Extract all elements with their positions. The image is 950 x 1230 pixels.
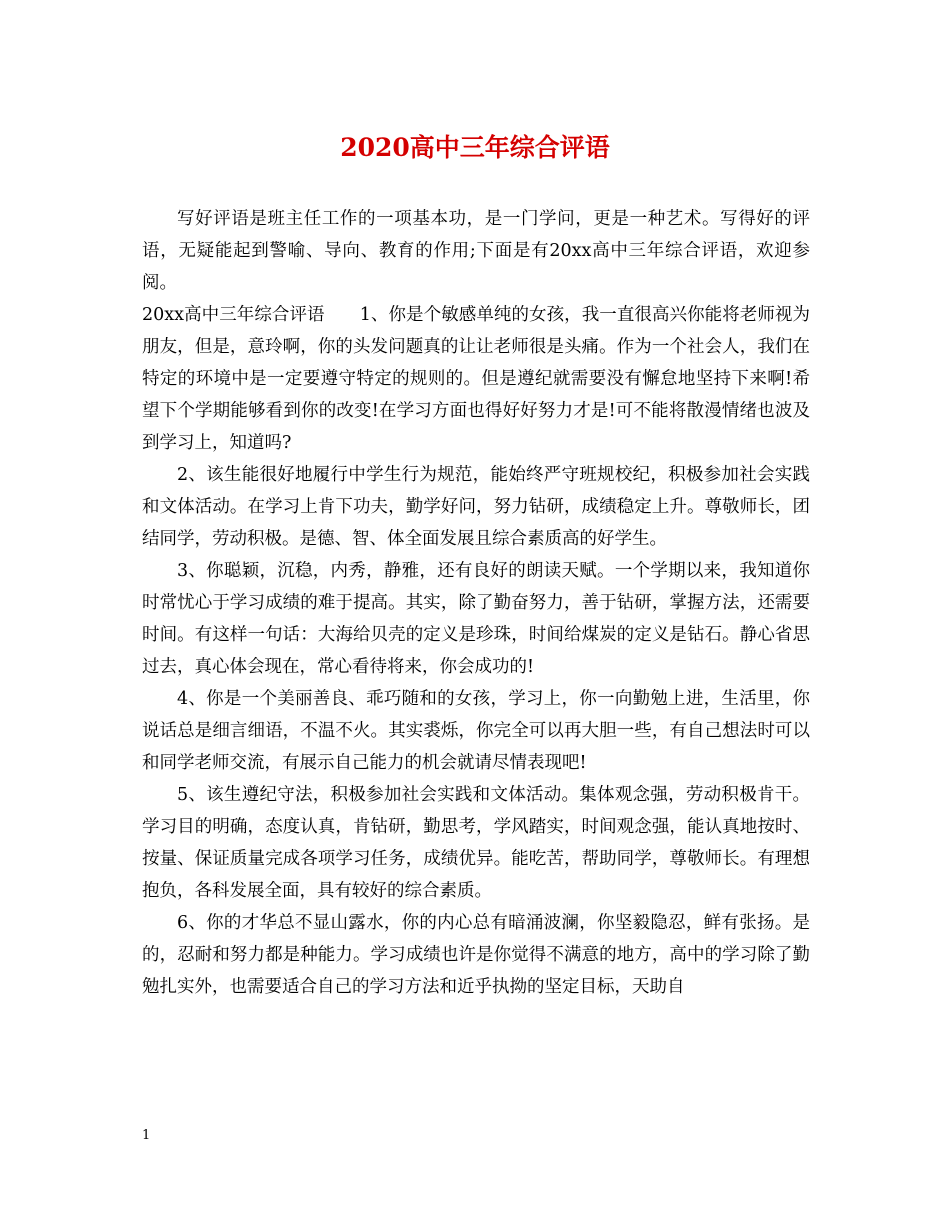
document-title: 2020高中三年综合评语	[340, 133, 610, 162]
page-number: 1	[142, 1128, 151, 1143]
comment-paragraph-5: 5、该生遵纪守法，积极参加社会实践和文体活动。集体观念强，劳动积极肯干。学习目的明确，态度认真，肯钻研，勤思考，学风踏实，时间观念强，能认真地按时、按量、保证质量完成各项学习任务，成绩优异。能吃苦，帮助同学，尊敬师长。有理想抱负，各科发展全面，具有较好的综合素质。	[142, 785, 810, 901]
document-body	[142, 203, 810, 1003]
comment-paragraph-1: 20xx高中三年综合评语 1、你是个敏感单纯的女孩，我一直很高兴你能将老师视为朋友，但是，意玲啊，你的头发问题真的让让老师很是头痛。作为一个社会人，我们在特定的环境中是一定要遵守特定的规则的。但是遵纪就需要没有懈怠地坚持下来啊!希望下个学期能够看到你的改变!在学习方面也得好好努力才是!可不能将散漫情绪也波及到学习上，知道吗?	[142, 305, 810, 453]
comment-paragraph-3: 3、你聪颖，沉稳，内秀，静雅，还有良好的朗读天赋。一个学期以来，我知道你时常忧心于学习成绩的难于提高。其实，除了勤奋努力，善于钻研，掌握方法，还需要时间。有这样一句话：大海给贝壳的定义是珍珠，时间给煤炭的定义是钻石。静心省思过去，真心体会现在，常心看待将来，你会成功的!	[142, 561, 810, 677]
intro-paragraph: 写好评语是班主任工作的一项基本功，是一门学问，更是一种艺术。写得好的评语，无疑能起到警喻、导向、教育的作用;下面是有20xx高中三年综合评语，欢迎参阅。	[142, 209, 810, 293]
comment-paragraph-2: 2、该生能很好地履行中学生行为规范，能始终严守班规校纪，积极参加社会实践和文体活动。在学习上肯下功夫，勤学好问，努力钻研，成绩稳定上升。尊敬师长，团结同学，劳动积极。是德、智、体全面发展且综合素质高的好学生。	[142, 465, 810, 549]
comment-paragraph-4: 4、你是一个美丽善良、乖巧随和的女孩，学习上，你一向勤勉上进，生活里，你说话总是细言细语，不温不火。其实裘烁，你完全可以再大胆一些，有自己想法时可以和同学老师交流，有展示自己能力的机会就请尽情表现吧!	[142, 689, 810, 773]
comment-paragraph-6: 6、你的才华总不显山露水，你的内心总有暗涌波澜，你坚毅隐忍，鲜有张扬。是的，忍耐和努力都是种能力。学习成绩也许是你觉得不满意的地方，高中的学习除了勤勉扎实外，也需要适合自己的学习方法和近乎执拗的坚定目标，天助自	[142, 913, 810, 997]
